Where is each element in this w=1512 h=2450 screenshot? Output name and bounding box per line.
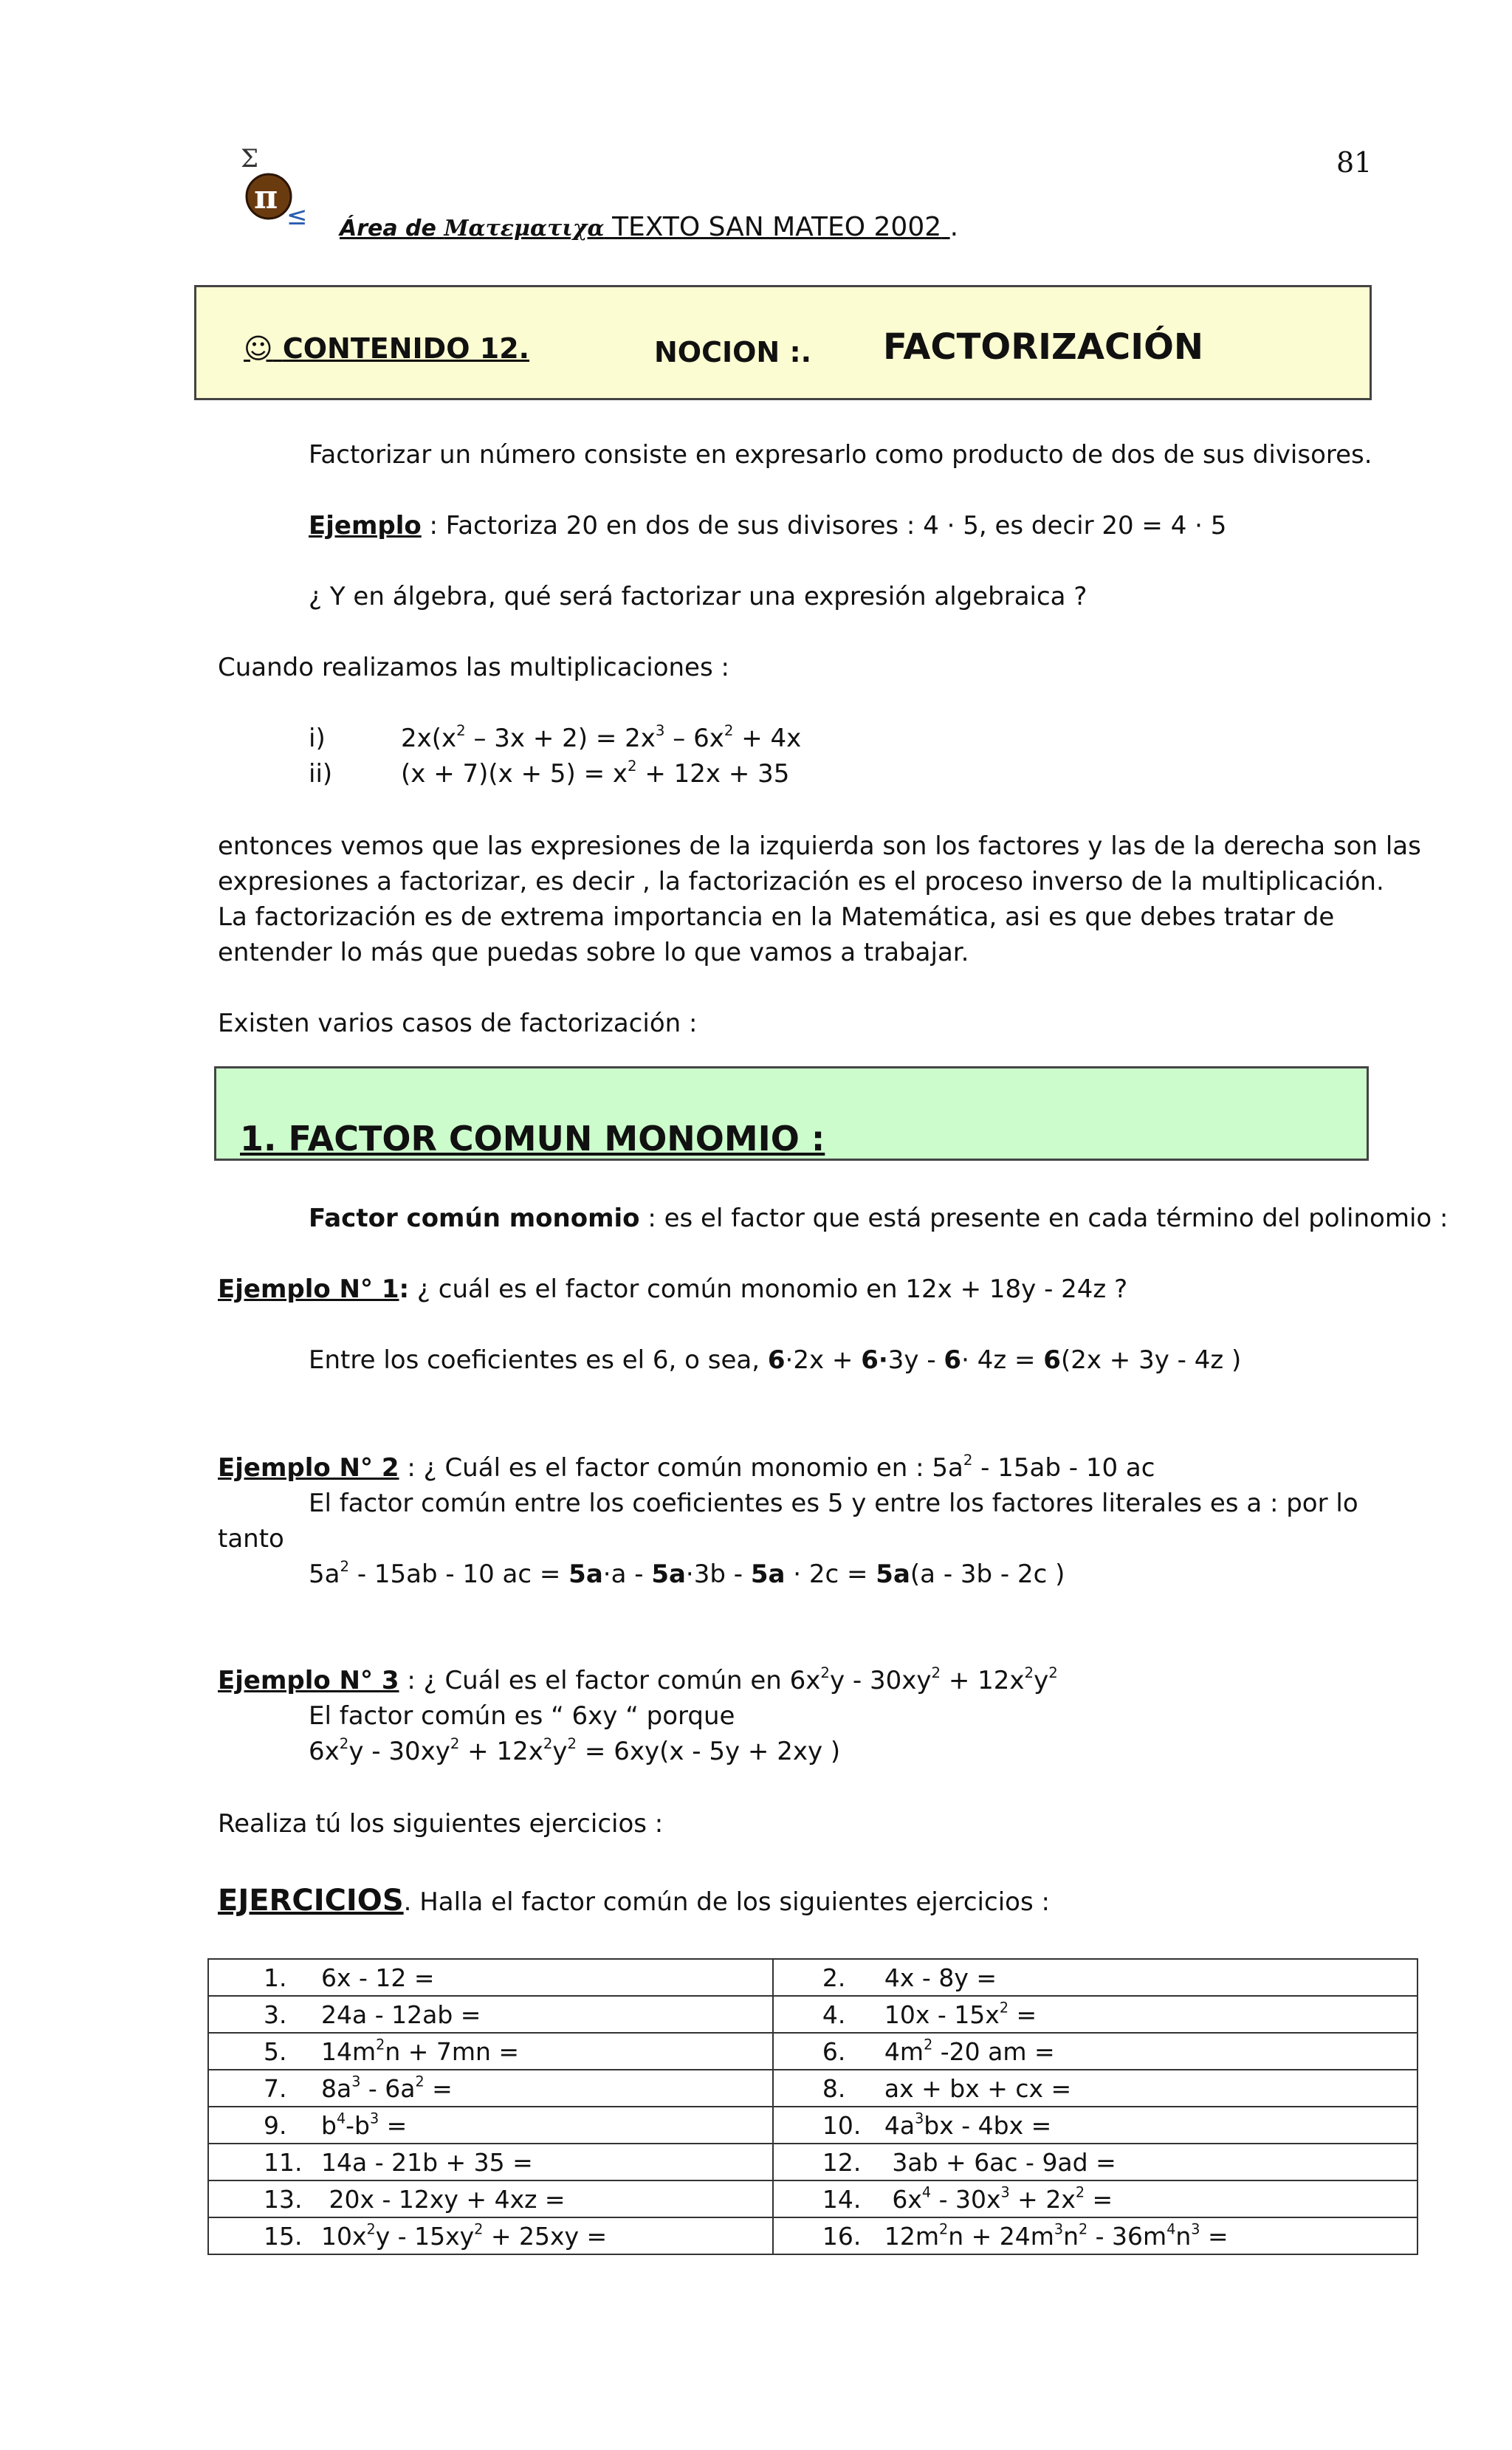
algebra-question: ¿ Y en álgebra, qué será factorizar una expresión algebraica ? xyxy=(309,582,1087,611)
exercise-cell: 4. $10x - 15x^2$ = xyxy=(773,1996,1418,2033)
ejemplo-2-label: Ejemplo N° 2 xyxy=(218,1453,399,1483)
nocion-label: NOCION :. xyxy=(654,336,812,368)
table-row xyxy=(208,2144,1418,2180)
ejercicios-heading: EJERCICIOS. Halla el factor común de los siguientes ejercicios : xyxy=(218,1884,1050,1918)
header-trail: . xyxy=(949,212,959,242)
item-i-label: i) xyxy=(309,724,326,753)
realiza-text: Realiza tú los siguientes ejercicios : xyxy=(218,1809,664,1839)
table-row xyxy=(208,2033,1418,2070)
ejemplo-3-solution: $6x^2y - 30xy^2 + 12x^2y^2 = 6xy(x - 5y + 2xy$ ) xyxy=(309,1735,841,1766)
exercises-table xyxy=(207,1958,1418,2255)
exercise-cell: 10. $4a^3bx - 4bx$ = xyxy=(773,2107,1418,2144)
exercise-cell: 1. 6x - 12 = xyxy=(208,1959,773,1996)
exercise-cell: 11. 14a - 21b + 35 = xyxy=(208,2144,773,2180)
paragraph-line: entender lo más que puedas sobre lo que vamos a trabajar. xyxy=(218,938,969,967)
exercise-cell: 16. $12m^2n + 24m^3n^2 - 36m^4n^3$ = xyxy=(773,2217,1418,2254)
example-intro xyxy=(309,511,1226,541)
sigma-pi-logo-icon xyxy=(235,145,313,236)
ejemplo-1-label: Ejemplo N° 1 xyxy=(218,1274,399,1304)
svg-text:Σ: Σ xyxy=(241,145,259,174)
ejercicios-instruction: Halla el factor común de los siguientes ejercicios : xyxy=(411,1887,1050,1917)
content-number: ☺ CONTENIDO 12. xyxy=(244,332,530,365)
definition-body: : es el factor que está presente en cada término del polinomio : xyxy=(639,1204,1449,1233)
paragraph-line: La factorización es de extrema importancia en la Matemática, asi es que debes tratar de xyxy=(218,902,1335,932)
ejemplo-2: Ejemplo N° 2 : ¿ Cuál es el factor común monomio en : $5a^2 - 15ab - 10$ ac xyxy=(218,1452,1155,1483)
ejemplo-3-label: Ejemplo N° 3 xyxy=(218,1666,399,1695)
existen-text: Existen varios casos de factorización : xyxy=(218,1009,698,1038)
table-row xyxy=(208,1996,1418,2033)
item-ii-equation: $(x + 7)(x + 5) = x^2 + 12x + 35$ xyxy=(401,758,790,789)
svg-text:π: π xyxy=(254,179,278,216)
item-i-equation: $2x(x^2 - 3x + 2) = 2x^3 - 6x^2 + 4x$ xyxy=(401,722,802,753)
paragraph-line: expresiones a factorizar, es decir , la factorización es el proceso inverso de la multiplicación. xyxy=(218,867,1384,896)
exercise-cell: 5. $14m^2n + 7mn$ = xyxy=(208,2033,773,2070)
paragraph-line: entonces vemos que las expresiones de la izquierda son los factores y las de la derecha son las xyxy=(218,831,1421,861)
smiley-icon: ☺ xyxy=(244,332,273,365)
exercise-cell: 13. 20x - 12xy + 4xz = xyxy=(208,2180,773,2217)
definition-text: Factorizar un número consiste en expresarlo como producto de dos de sus divisores. xyxy=(309,440,1372,470)
definition-label: Factor común monomio xyxy=(309,1204,640,1233)
page-title: FACTORIZACIÓN xyxy=(883,326,1204,368)
example-label: Ejemplo xyxy=(309,511,422,541)
cuando-text: Cuando realizamos las multiplicaciones : xyxy=(218,653,729,682)
ejemplo-1-answer: Entre los coeficientes es el 6, o sea, 6·2x + 6·3y - 6· 4z = 6(2x + 3y - 4z ) xyxy=(309,1345,1242,1375)
exercise-cell: 9. $b^4-b^3$ = xyxy=(208,2107,773,2144)
header-book-title: TEXTO SAN MATEO 2002 xyxy=(612,212,942,242)
exercise-cell: 6. $4m^2$ -20 am = xyxy=(773,2033,1418,2070)
ejemplo-2-explanation-cont: tanto xyxy=(218,1524,284,1554)
exercise-cell: 2. 4x - 8y = xyxy=(773,1959,1418,1996)
table-row xyxy=(208,2180,1418,2217)
table-row xyxy=(208,1959,1418,1996)
page-number: 81 xyxy=(1336,146,1372,179)
example-text: : Factoriza 20 en dos de sus divisores : 4 · 5, es decir 20 = 4 · 5 xyxy=(421,511,1227,541)
ejemplo-1: Ejemplo N° 1: ¿ cuál es el factor común monomio en 12x + 18y - 24z ? xyxy=(218,1274,1128,1304)
exercise-cell: 15. $10x^2y - 15xy^2 + 25xy$ = xyxy=(208,2217,773,2254)
ejemplo-2-explanation: El factor común entre los coeficientes es 5 y entre los factores literales es a : por lo xyxy=(309,1489,1358,1518)
table-row xyxy=(208,2070,1418,2107)
header-line xyxy=(340,211,958,243)
exercise-cell: 14. $6x^4 - 30x^3 + 2x^2$ = xyxy=(773,2180,1418,2217)
section-title: 1. FACTOR COMUN MONOMIO : xyxy=(240,1119,825,1159)
exercise-cell: 12. 3ab + 6ac - 9ad = xyxy=(773,2144,1418,2180)
header-underline-spacer xyxy=(941,212,949,242)
table-row xyxy=(208,2107,1418,2144)
ejemplo-3: Ejemplo N° 3 : ¿ Cuál es el factor común en $6x^2y - 30xy^2 + 12x^2y^2$ xyxy=(218,1664,1058,1695)
ejemplo-3-explanation: El factor común es “ 6xy “ porque xyxy=(309,1701,735,1731)
ejemplo-1-question: ¿ cuál es el factor común monomio en 12x + 18y - 24z ? xyxy=(409,1274,1128,1304)
exercise-cell: 7. $8a^3 - 6a^2$ = xyxy=(208,2070,773,2107)
table-row xyxy=(208,2217,1418,2254)
item-ii-label: ii) xyxy=(309,759,333,789)
exercise-cell: 8. ax + bx + cx = xyxy=(773,2070,1418,2107)
exercise-cell: 3. 24a - 12ab = xyxy=(208,1996,773,2033)
ejercicios-label: EJERCICIOS xyxy=(218,1884,404,1918)
factor-comun-definition xyxy=(309,1204,1448,1234)
header-area: Área de Ματεματιχα xyxy=(340,216,605,241)
svg-text:≤: ≤ xyxy=(286,202,308,231)
ejemplo-2-solution: $5a^2 - 15ab - 10$ ac = 5a·a - 5a·3b - 5a · 2c = 5a(a - 3b - 2c ) xyxy=(309,1558,1065,1589)
